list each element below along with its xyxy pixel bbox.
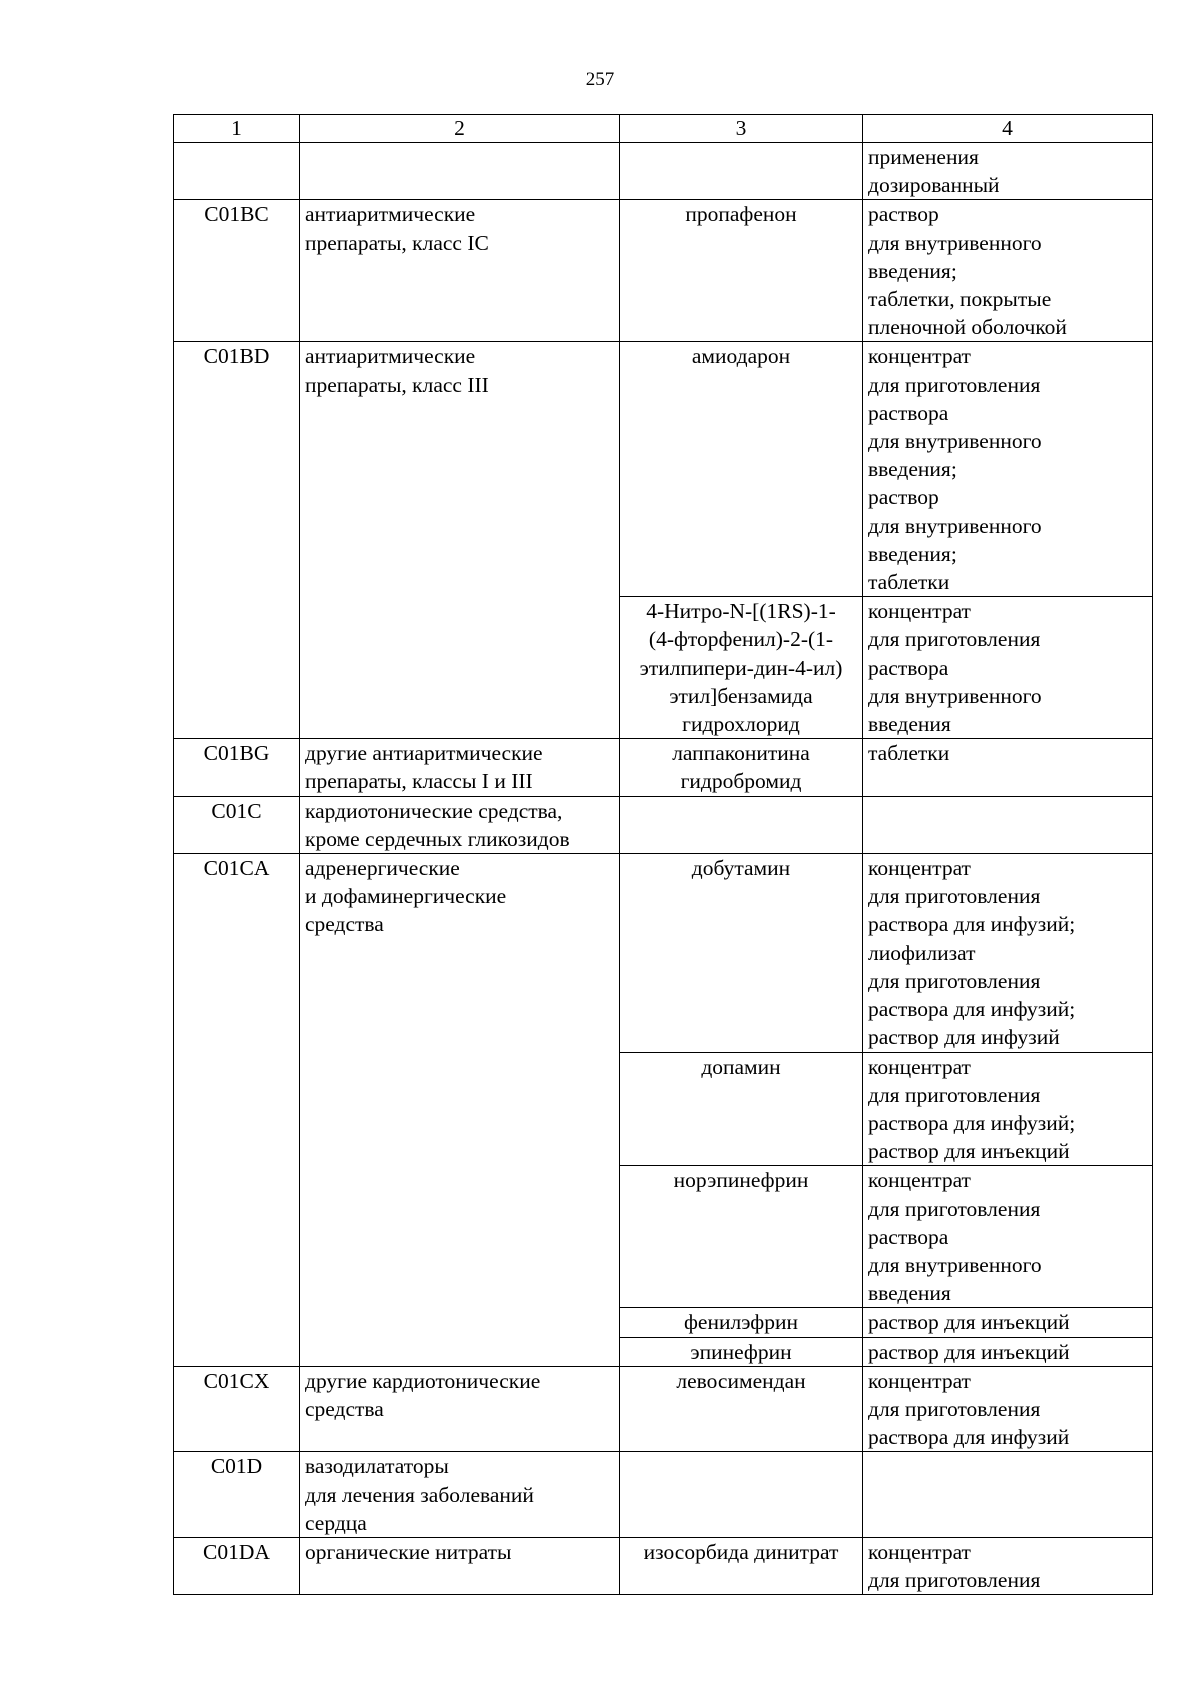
dosage-form-line: раствора [868,400,949,425]
dosage-form-line: для внутривенного [868,1252,1042,1277]
dosage-form-line: для приготовления [868,1196,1041,1221]
dosage-form-cell [863,1166,1153,1308]
atc-code-cell: C01CA [174,854,300,1367]
atc-code-cell: C01DA [174,1537,300,1594]
dosage-form-line: концентрат [868,1054,971,1079]
drug-name-cell [620,1537,863,1594]
group-name-line: сердца [305,1510,367,1535]
group-name-line: адренергические [305,856,460,881]
table-row [174,796,1153,853]
group-name-line: средства [305,1396,384,1421]
drug-name-line: этил]бензамида [669,683,813,708]
table-body [174,143,1153,1595]
dosage-form-cell [863,854,1153,1052]
dosage-form-line: раствор [868,202,939,227]
group-name-line: органические нитраты [305,1539,512,1564]
dosage-form-cell [863,1452,1153,1538]
drug-name-cell [620,1452,863,1538]
drug-name-cell [620,1308,863,1337]
dosage-form-line: для приготовления [868,1568,1041,1593]
group-name-line: препараты, класс IC [305,230,489,255]
dosage-form-line: таблетки [868,741,950,766]
group-name-line: кроме сердечных гликозидов [305,826,570,851]
drug-name-cell [620,854,863,1052]
group-name-cell [300,143,620,200]
drug-name-line: эпинефрин [690,1339,792,1364]
dosage-form-cell [863,200,1153,342]
header-col-4: 4 [863,115,1153,143]
group-name-line: и дофаминергические [305,884,507,909]
dosage-form-line: для приготовления [868,1396,1041,1421]
group-name-line: для лечения заболеваний [305,1482,534,1507]
drug-name-line: допамин [701,1054,781,1079]
group-name-line: кардиотонические средства, [305,798,563,823]
group-name-cell [300,1537,620,1594]
drug-name-cell [620,200,863,342]
group-name-line: антиаритмические [305,344,476,369]
drug-classification-table [173,114,1153,1595]
group-name-line: препараты, классы I и III [305,769,533,794]
dosage-form-line: раствор для инъекций [868,1310,1070,1335]
drug-name-line: гидрохлорид [682,712,800,737]
dosage-form-line: раствор для инъекций [868,1339,1070,1364]
drug-name-line: левосимендан [676,1368,806,1393]
table-row [174,1366,1153,1452]
table-row [174,1537,1153,1594]
dosage-form-cell [863,796,1153,853]
dosage-form-line: раствора для инфузий; [868,912,1076,937]
dosage-form-line: для внутривенного [868,429,1042,454]
dosage-form-line: таблетки [868,570,950,595]
drug-name-line: этилпипери-дин-4-ил) [639,655,843,680]
dosage-form-cell [863,1337,1153,1366]
page-number: 257 [585,69,615,90]
group-name-line: антиаритмические [305,202,476,227]
dosage-form-line: концентрат [868,599,971,624]
atc-code-cell: C01BD [174,342,300,739]
dosage-form-line: введения; [868,258,957,283]
group-name-line: препараты, класс III [305,372,489,397]
header-col-3: 3 [620,115,863,143]
atc-code-cell: C01D [174,1452,300,1538]
dosage-form-line: концентрат [868,856,971,881]
dosage-form-line: таблетки, покрытые [868,287,1052,312]
drug-name-cell [620,739,863,796]
atc-code-cell: C01C [174,796,300,853]
header-col-1: 1 [174,115,300,143]
dosage-form-line: пленочной оболочкой [868,315,1067,340]
table-row [174,1452,1153,1538]
dosage-form-line: введения [868,1281,951,1306]
dosage-form-cell [863,342,1153,597]
dosage-form-line: лиофилизат [868,940,976,965]
group-name-cell [300,200,620,342]
dosage-form-line: для приготовления [868,1082,1041,1107]
dosage-form-line: дозированный [868,173,1000,198]
header-col-2: 2 [300,115,620,143]
drug-name-line: фенилэфрин [683,1310,798,1335]
dosage-form-line: раствора для инфузий; [868,1110,1076,1135]
dosage-form-line: введения [868,712,951,737]
header-row [174,115,1153,143]
dosage-form-line: концентрат [868,344,971,369]
dosage-form-cell [863,143,1153,200]
dosage-form-line: раствор [868,485,939,510]
drug-name-line: (4-фторфенил)-2-(1- [648,627,834,652]
atc-code-cell: C01BC [174,200,300,342]
dosage-form-line: для внутривенного [868,230,1042,255]
dosage-form-line: концентрат [868,1368,971,1393]
drug-name-line: гидробромид [680,769,802,794]
dosage-form-line: раствор для инъекций [868,1139,1070,1164]
dosage-form-line: для внутривенного [868,513,1042,538]
dosage-form-cell [863,739,1153,796]
drug-name-cell [620,342,863,597]
dosage-form-line: концентрат [868,1168,971,1193]
drug-name-cell [620,1166,863,1308]
drug-name-cell [620,597,863,739]
group-name-cell [300,796,620,853]
table-row [174,200,1153,342]
dosage-form-line: для приготовления [868,884,1041,909]
drug-name-line: пропафенон [685,202,797,227]
drug-name-line: лаппаконитина [672,741,810,766]
dosage-form-cell [863,1308,1153,1337]
table-row [174,739,1153,796]
drug-name-cell [620,1337,863,1366]
drug-name-line: 4-Нитро-N-[(1RS)-1- [646,599,836,624]
drug-name-line: норэпинефрин [673,1168,809,1193]
dosage-form-line: концентрат [868,1539,971,1564]
dosage-form-line: введения; [868,457,957,482]
dosage-form-line: раствора [868,655,949,680]
group-name-line: средства [305,912,384,937]
group-name-line: другие антиаритмические [305,741,543,766]
group-name-line: вазодилататоры [305,1454,449,1479]
dosage-form-line: для внутривенного [868,683,1042,708]
dosage-form-cell [863,1052,1153,1166]
atc-code-cell: C01CX [174,1366,300,1452]
group-name-cell [300,1452,620,1538]
drug-name-cell [620,1052,863,1166]
drug-name-line: амиодарон [691,344,791,369]
atc-code-cell: C01BG [174,739,300,796]
dosage-form-line: для приготовления [868,372,1041,397]
group-name-cell [300,854,620,1367]
dosage-form-cell [863,597,1153,739]
dosage-form-line: раствор для инфузий [868,1025,1060,1050]
dosage-form-line: раствора для инфузий [868,1425,1070,1450]
dosage-form-line: раствора [868,1224,949,1249]
drug-name-line: изосорбида динитрат [643,1539,839,1564]
dosage-form-line: для приготовления [868,968,1041,993]
dosage-form-cell [863,1537,1153,1594]
group-name-cell [300,1366,620,1452]
atc-code-cell [174,143,300,200]
dosage-form-line: для приготовления [868,627,1041,652]
table-row [174,854,1153,1052]
dosage-form-line: раствора для инфузий; [868,997,1076,1022]
drug-name-cell [620,796,863,853]
group-name-cell [300,739,620,796]
group-name-line: другие кардиотонические [305,1368,541,1393]
dosage-form-line: введения; [868,541,957,566]
drug-name-line: добутамин [691,856,791,881]
drug-name-cell [620,143,863,200]
table-row [174,143,1153,200]
drug-name-cell [620,1366,863,1452]
dosage-form-cell [863,1366,1153,1452]
group-name-cell [300,342,620,739]
table-row [174,342,1153,597]
dosage-form-line: применения [868,145,979,169]
